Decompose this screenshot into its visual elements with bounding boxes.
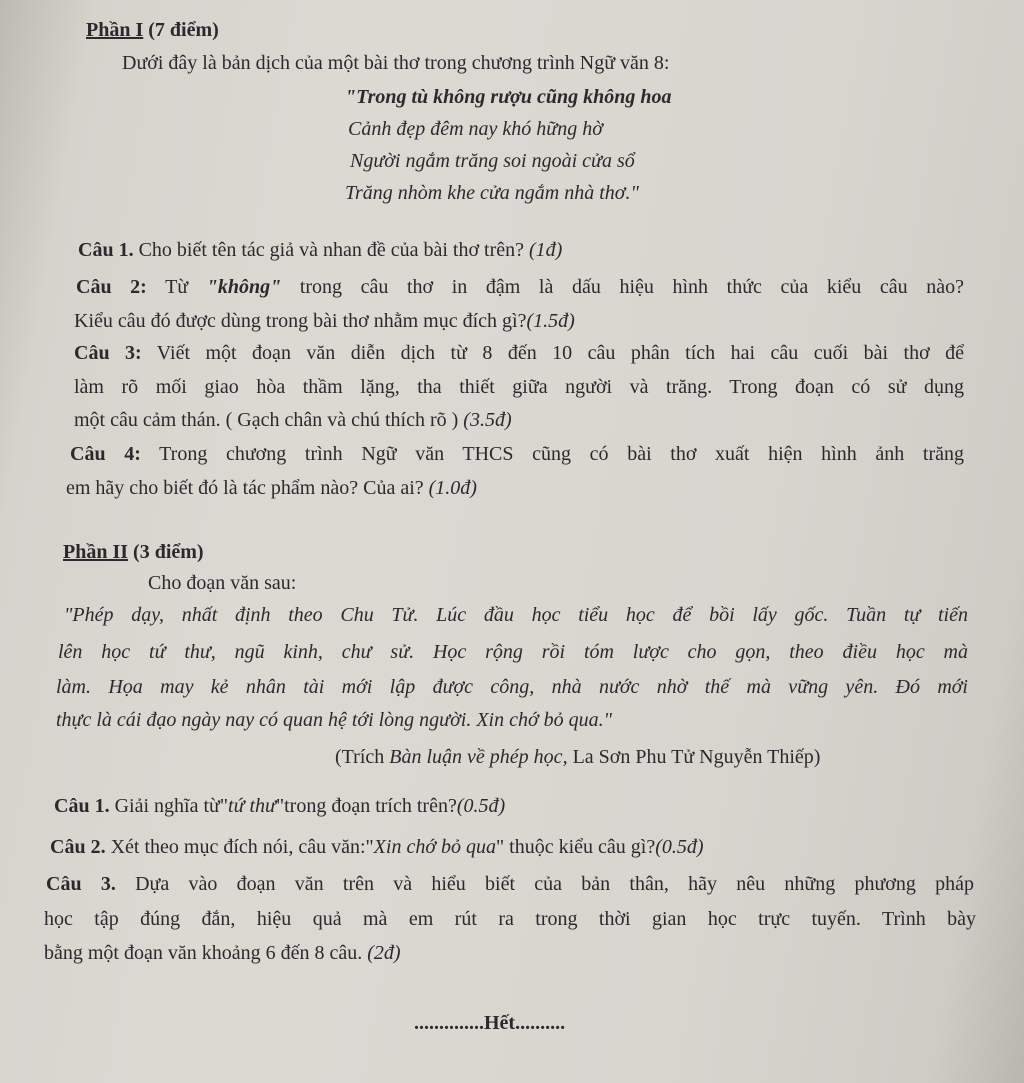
part1-question-1 bbox=[78, 240, 562, 260]
question-points: (2đ) bbox=[367, 942, 401, 964]
question-label: Câu 1. bbox=[54, 795, 110, 817]
end-dots-right: .......... bbox=[515, 1012, 566, 1034]
part2-heading bbox=[63, 542, 204, 562]
question-text: Cho biết tên tác giả và nhan đề của bài thơ trên? bbox=[138, 239, 525, 261]
poem-line-1: "Trong tù không rượu cũng không hoa bbox=[345, 86, 672, 108]
part2-question-2 bbox=[50, 837, 704, 857]
part2-question-3-line-1 bbox=[46, 874, 974, 894]
question-points: (1.0đ) bbox=[428, 477, 477, 499]
passage-line-1: "Phép dạy, nhất định theo Chu Tử. Lúc đầu học tiểu học để bồi lấy gốc. Tuần tự tiến bbox=[64, 604, 968, 626]
part2-intro: Cho đoạn văn sau: bbox=[148, 572, 297, 594]
source-author: La Sơn Phu Tử Nguyễn Thiếp) bbox=[572, 746, 821, 768]
poem-line-3: Người ngắm trăng soi ngoài cửa sổ bbox=[350, 150, 635, 172]
part1-question-4-line-1 bbox=[70, 444, 964, 464]
passage-line-3: làm. Họa may kẻ nhân tài mới lập được công, nhà nước nhờ thế mà vững yên. Đó mới bbox=[56, 676, 968, 698]
question-text: "trong đoạn trích trên? bbox=[275, 795, 457, 817]
part2-heading-label: Phần II bbox=[63, 541, 129, 563]
question-points: (3.5đ) bbox=[463, 409, 512, 431]
question-text: Giải nghĩa từ" bbox=[114, 795, 229, 817]
source-prefix: (Trích bbox=[335, 746, 385, 768]
part2-question-1 bbox=[54, 796, 505, 816]
question-text: Viết một đoạn văn diễn dịch từ 8 đến 10 câu phân tích hai câu cuối bài thơ để bbox=[156, 342, 964, 364]
part2-question-3-line-2: học tập đúng đắn, hiệu quả mà em rút ra trong thời gian học trực tuyến. Trình bày bbox=[44, 908, 976, 930]
question-text: em hãy cho biết đó là tác phẩm nào? Của ai? bbox=[66, 477, 424, 499]
part2-question-3-line-3 bbox=[44, 943, 401, 963]
part1-question-2-line-1 bbox=[76, 277, 964, 297]
question-text: Từ bbox=[165, 276, 189, 298]
end-dots-left: .............. bbox=[414, 1012, 484, 1034]
passage-source bbox=[335, 747, 820, 767]
question-points: (0.5đ) bbox=[456, 795, 506, 817]
part1-question-3-line-3 bbox=[74, 410, 512, 430]
part2-heading-points: (3 điểm) bbox=[133, 541, 204, 563]
question-points: (1đ) bbox=[529, 239, 563, 261]
passage-line-4: thực là cái đạo ngày nay có quan hệ tới lòng người. Xin chớ bỏ qua." bbox=[56, 709, 613, 731]
part1-question-2-line-2 bbox=[74, 311, 575, 331]
part1-heading-points: (7 điểm) bbox=[148, 19, 219, 41]
part1-intro: Dưới đây là bản dịch của một bài thơ trong chương trình Ngữ văn 8: bbox=[122, 52, 670, 74]
part1-question-4-line-2 bbox=[66, 478, 477, 498]
question-text: Trong chương trình Ngữ văn THCS cũng có bài thơ xuất hiện hình ảnh trăng bbox=[159, 443, 964, 465]
question-label: Câu 2: bbox=[76, 276, 147, 298]
source-title: Bàn luận về phép học, bbox=[389, 746, 568, 768]
poem-line-4: Trăng nhòm khe cửa ngắm nhà thơ." bbox=[345, 182, 639, 204]
question-text: bằng một đoạn văn khoảng 6 đến 8 câu. bbox=[44, 942, 363, 964]
part1-heading-label: Phần I bbox=[86, 19, 144, 41]
question-label: Câu 3: bbox=[74, 342, 142, 364]
question-label: Câu 1. bbox=[78, 239, 134, 261]
question-text: trong câu thơ in đậm là dấu hiệu hình thức của kiểu câu nào? bbox=[299, 276, 965, 298]
question-text: Kiểu câu đó được dùng trong bài thơ nhằm mục đích gì? bbox=[74, 310, 527, 332]
question-text: Xét theo mục đích nói, câu văn:" bbox=[110, 836, 374, 858]
question-text: một câu cảm thán. ( Gạch chân và chú thích rõ ) bbox=[74, 409, 459, 431]
exam-end-marker bbox=[414, 1013, 565, 1033]
question-text: " thuộc kiểu câu gì? bbox=[496, 836, 656, 858]
question-keyword: "không" bbox=[206, 276, 282, 298]
question-label: Câu 4: bbox=[70, 443, 141, 465]
question-text: Dựa vào đoạn văn trên và hiểu biết của bản thân, hãy nêu những phương pháp bbox=[135, 873, 975, 895]
passage-line-2: lên học tứ thư, ngũ kinh, chư sử. Học rộng rồi tóm lược cho gọn, theo điều học mà bbox=[58, 641, 968, 663]
question-label: Câu 3. bbox=[46, 873, 116, 895]
question-points: (1.5đ) bbox=[526, 310, 575, 332]
end-label: Hết bbox=[484, 1012, 516, 1034]
part1-question-3-line-1 bbox=[74, 343, 964, 363]
part1-heading bbox=[86, 20, 219, 40]
poem-line-2: Cảnh đẹp đêm nay khó hững hờ bbox=[348, 118, 603, 140]
question-label: Câu 2. bbox=[50, 836, 106, 858]
question-quote: Xin chớ bỏ qua bbox=[373, 836, 496, 858]
question-points: (0.5đ) bbox=[655, 836, 704, 858]
part1-question-3-line-2: làm rõ mối giao hòa thầm lặng, tha thiết giữa người và trăng. Trong đoạn có sử dụng bbox=[74, 376, 964, 398]
question-term: tứ thư bbox=[228, 795, 276, 817]
